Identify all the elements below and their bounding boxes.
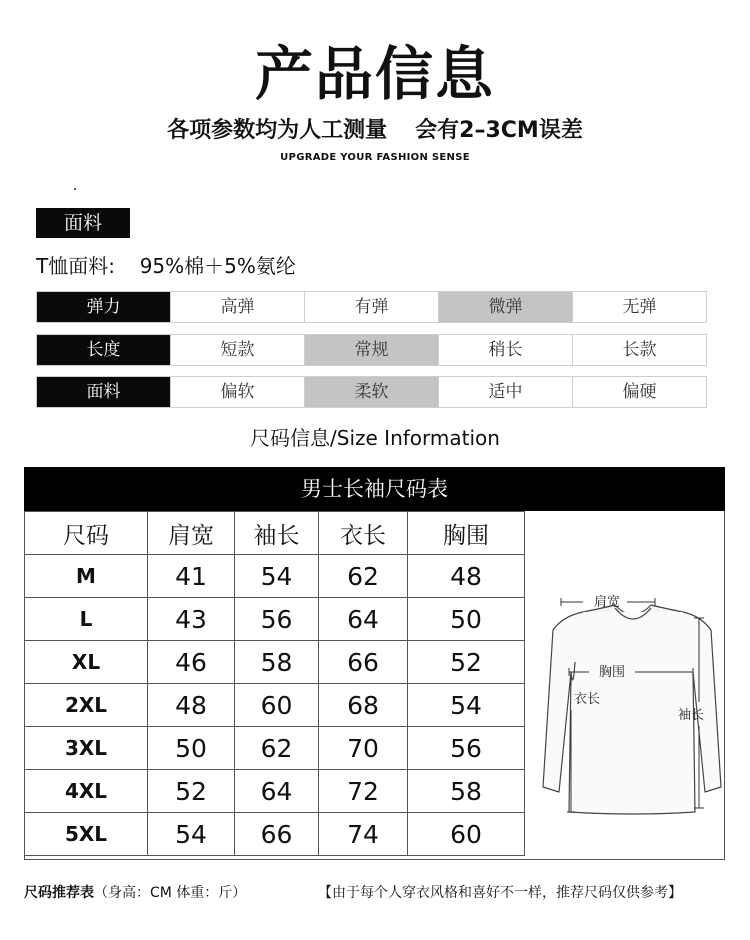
composition-label: T恤面料: — [36, 254, 115, 278]
size-cell: XL — [25, 641, 148, 684]
decorative-dot — [74, 188, 76, 190]
property-option: 偏硬 — [572, 377, 706, 407]
value-cell: 56 — [235, 598, 319, 641]
value-cell: 60 — [235, 684, 319, 727]
value-cell: 54 — [408, 684, 525, 727]
value-cell: 74 — [319, 813, 408, 856]
size-info-caption: 尺码信息/Size Information — [250, 426, 500, 450]
property-name: 弹力 — [37, 292, 170, 322]
column-header: 肩宽 — [148, 512, 235, 555]
size-cell: 5XL — [25, 813, 148, 856]
value-cell: 52 — [408, 641, 525, 684]
value-cell: 54 — [235, 555, 319, 598]
column-header: 胸围 — [408, 512, 525, 555]
value-cell: 64 — [235, 770, 319, 813]
shirt-measurement-diagram — [523, 512, 724, 858]
table-row — [25, 813, 525, 856]
shoulder-width-label: 肩宽 — [593, 594, 621, 609]
column-header: 衣长 — [319, 512, 408, 555]
size-cell: 2XL — [25, 684, 148, 727]
property-name: 长度 — [37, 335, 170, 365]
value-cell: 66 — [319, 641, 408, 684]
table-row — [25, 684, 525, 727]
property-row-length — [36, 334, 707, 366]
recommend-title: 尺码推荐表 — [24, 885, 94, 901]
property-option: 无弹 — [572, 292, 706, 322]
length-label: 衣长 — [573, 691, 601, 706]
value-cell: 70 — [319, 727, 408, 770]
recommend-params: （身高：CM 体重：斤） — [94, 885, 247, 901]
property-option: 常规 — [304, 335, 438, 365]
value-cell: 50 — [408, 598, 525, 641]
composition-value: 95%棉＋5%氨纶 — [139, 254, 296, 278]
property-option: 偏软 — [170, 377, 304, 407]
chest-label: 胸围 — [598, 664, 626, 679]
value-cell: 68 — [319, 684, 408, 727]
column-header: 袖长 — [235, 512, 319, 555]
table-row — [25, 641, 525, 684]
property-option: 适中 — [438, 377, 572, 407]
table-row — [25, 727, 525, 770]
value-cell: 43 — [148, 598, 235, 641]
size-recommend-footer — [24, 882, 246, 904]
measurement-note — [0, 116, 750, 146]
fabric-section-label: 面料 — [36, 208, 130, 238]
size-table-header-row — [25, 512, 525, 555]
value-cell: 62 — [235, 727, 319, 770]
property-option: 柔软 — [304, 377, 438, 407]
property-option: 长款 — [572, 335, 706, 365]
value-cell: 56 — [408, 727, 525, 770]
value-cell: 58 — [408, 770, 525, 813]
value-cell: 41 — [148, 555, 235, 598]
table-row — [25, 555, 525, 598]
value-cell: 60 — [408, 813, 525, 856]
tagline: UPGRADE YOUR FASHION SENSE — [280, 152, 470, 163]
size-table-title: 男士长袖尺码表 — [24, 467, 725, 511]
size-cell: 4XL — [25, 770, 148, 813]
page-title: 产品信息 — [254, 40, 495, 108]
value-cell: 46 — [148, 641, 235, 684]
property-name: 面料 — [37, 377, 170, 407]
property-option: 稍长 — [438, 335, 572, 365]
property-option: 有弹 — [304, 292, 438, 322]
table-row — [25, 770, 525, 813]
value-cell: 64 — [319, 598, 408, 641]
property-option: 高弹 — [170, 292, 304, 322]
sleeve-length-label: 袖长 — [677, 707, 705, 722]
table-row — [25, 598, 525, 641]
measurement-note-b: 会有2–3CM误差 — [415, 118, 583, 143]
fabric-composition — [36, 252, 296, 280]
property-row-elasticity — [36, 291, 707, 323]
value-cell: 54 — [148, 813, 235, 856]
value-cell: 62 — [319, 555, 408, 598]
property-option: 微弹 — [438, 292, 572, 322]
size-cell: M — [25, 555, 148, 598]
value-cell: 58 — [235, 641, 319, 684]
value-cell: 66 — [235, 813, 319, 856]
value-cell: 52 — [148, 770, 235, 813]
value-cell: 48 — [148, 684, 235, 727]
recommend-disclaimer: 【由于每个人穿衣风格和喜好不一样，推荐尺码仅供参考】 — [318, 885, 682, 901]
value-cell: 72 — [319, 770, 408, 813]
value-cell: 48 — [408, 555, 525, 598]
property-row-fabric — [36, 376, 707, 408]
size-cell: L — [25, 598, 148, 641]
column-header: 尺码 — [25, 512, 148, 555]
measurement-note-a: 各项参数均为人工测量 — [167, 118, 388, 143]
value-cell: 50 — [148, 727, 235, 770]
size-cell: 3XL — [25, 727, 148, 770]
size-table — [24, 511, 525, 856]
property-option: 短款 — [170, 335, 304, 365]
